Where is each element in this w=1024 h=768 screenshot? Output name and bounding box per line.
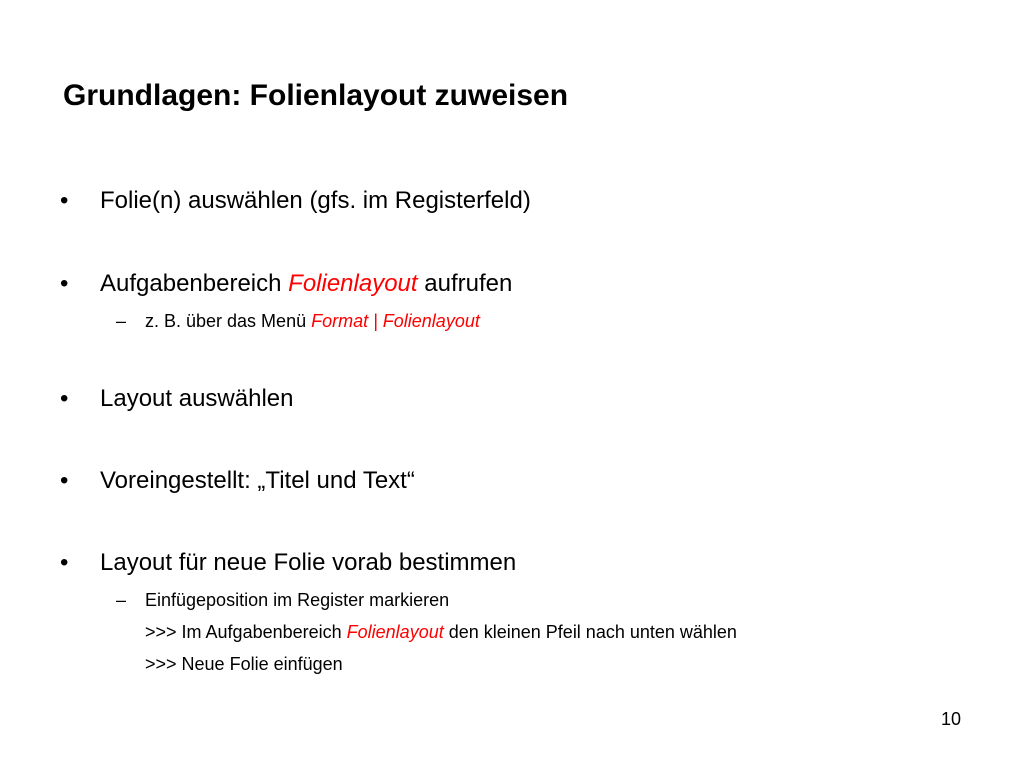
bullet-icon: • <box>60 385 69 412</box>
sub-bullet-text: z. B. über das Menü <box>145 311 312 331</box>
slide-title: Grundlagen: Folienlayout zuweisen <box>63 79 569 112</box>
bullet-text: aufrufen <box>417 270 513 297</box>
bullet-icon: • <box>60 549 69 576</box>
continuation-emphasis: Folienlayout <box>346 622 444 642</box>
page-number: 10 <box>940 709 961 729</box>
bullet-text: Layout für neue Folie vorab bestimmen <box>100 549 517 576</box>
bullet-item <box>60 549 517 577</box>
bullet-text: Aufgabenbereich <box>100 270 289 297</box>
continuation-line <box>145 621 737 643</box>
continuation-text: den kleinen Pfeil nach unten wählen <box>443 622 737 642</box>
sub-bullet-emphasis: Format | Folienlayout <box>311 311 480 331</box>
sub-bullet-text: Einfügeposition im Register markieren <box>145 590 450 610</box>
bullet-icon: • <box>60 187 69 214</box>
bullet-text: Voreingestellt: „Titel und Text“ <box>100 467 415 494</box>
bullet-icon: • <box>60 270 69 297</box>
bullet-item <box>60 467 415 495</box>
sub-bullet-item <box>116 310 480 332</box>
bullet-text: Layout auswählen <box>100 385 294 412</box>
bullet-item <box>60 270 513 298</box>
bullet-emphasis: Folienlayout <box>288 270 418 297</box>
continuation-text: >>> Neue Folie einfügen <box>145 654 343 674</box>
bullet-icon: • <box>60 467 69 494</box>
bullet-item <box>60 385 294 413</box>
sub-bullet-item <box>116 589 450 611</box>
continuation-line <box>145 653 343 675</box>
bullet-text: Folie(n) auswählen (gfs. im Registerfeld) <box>100 187 531 214</box>
continuation-text: >>> Im Aufgabenbereich <box>145 622 347 642</box>
bullet-item <box>60 187 531 215</box>
dash-icon: – <box>116 590 127 610</box>
dash-icon: – <box>116 311 127 331</box>
